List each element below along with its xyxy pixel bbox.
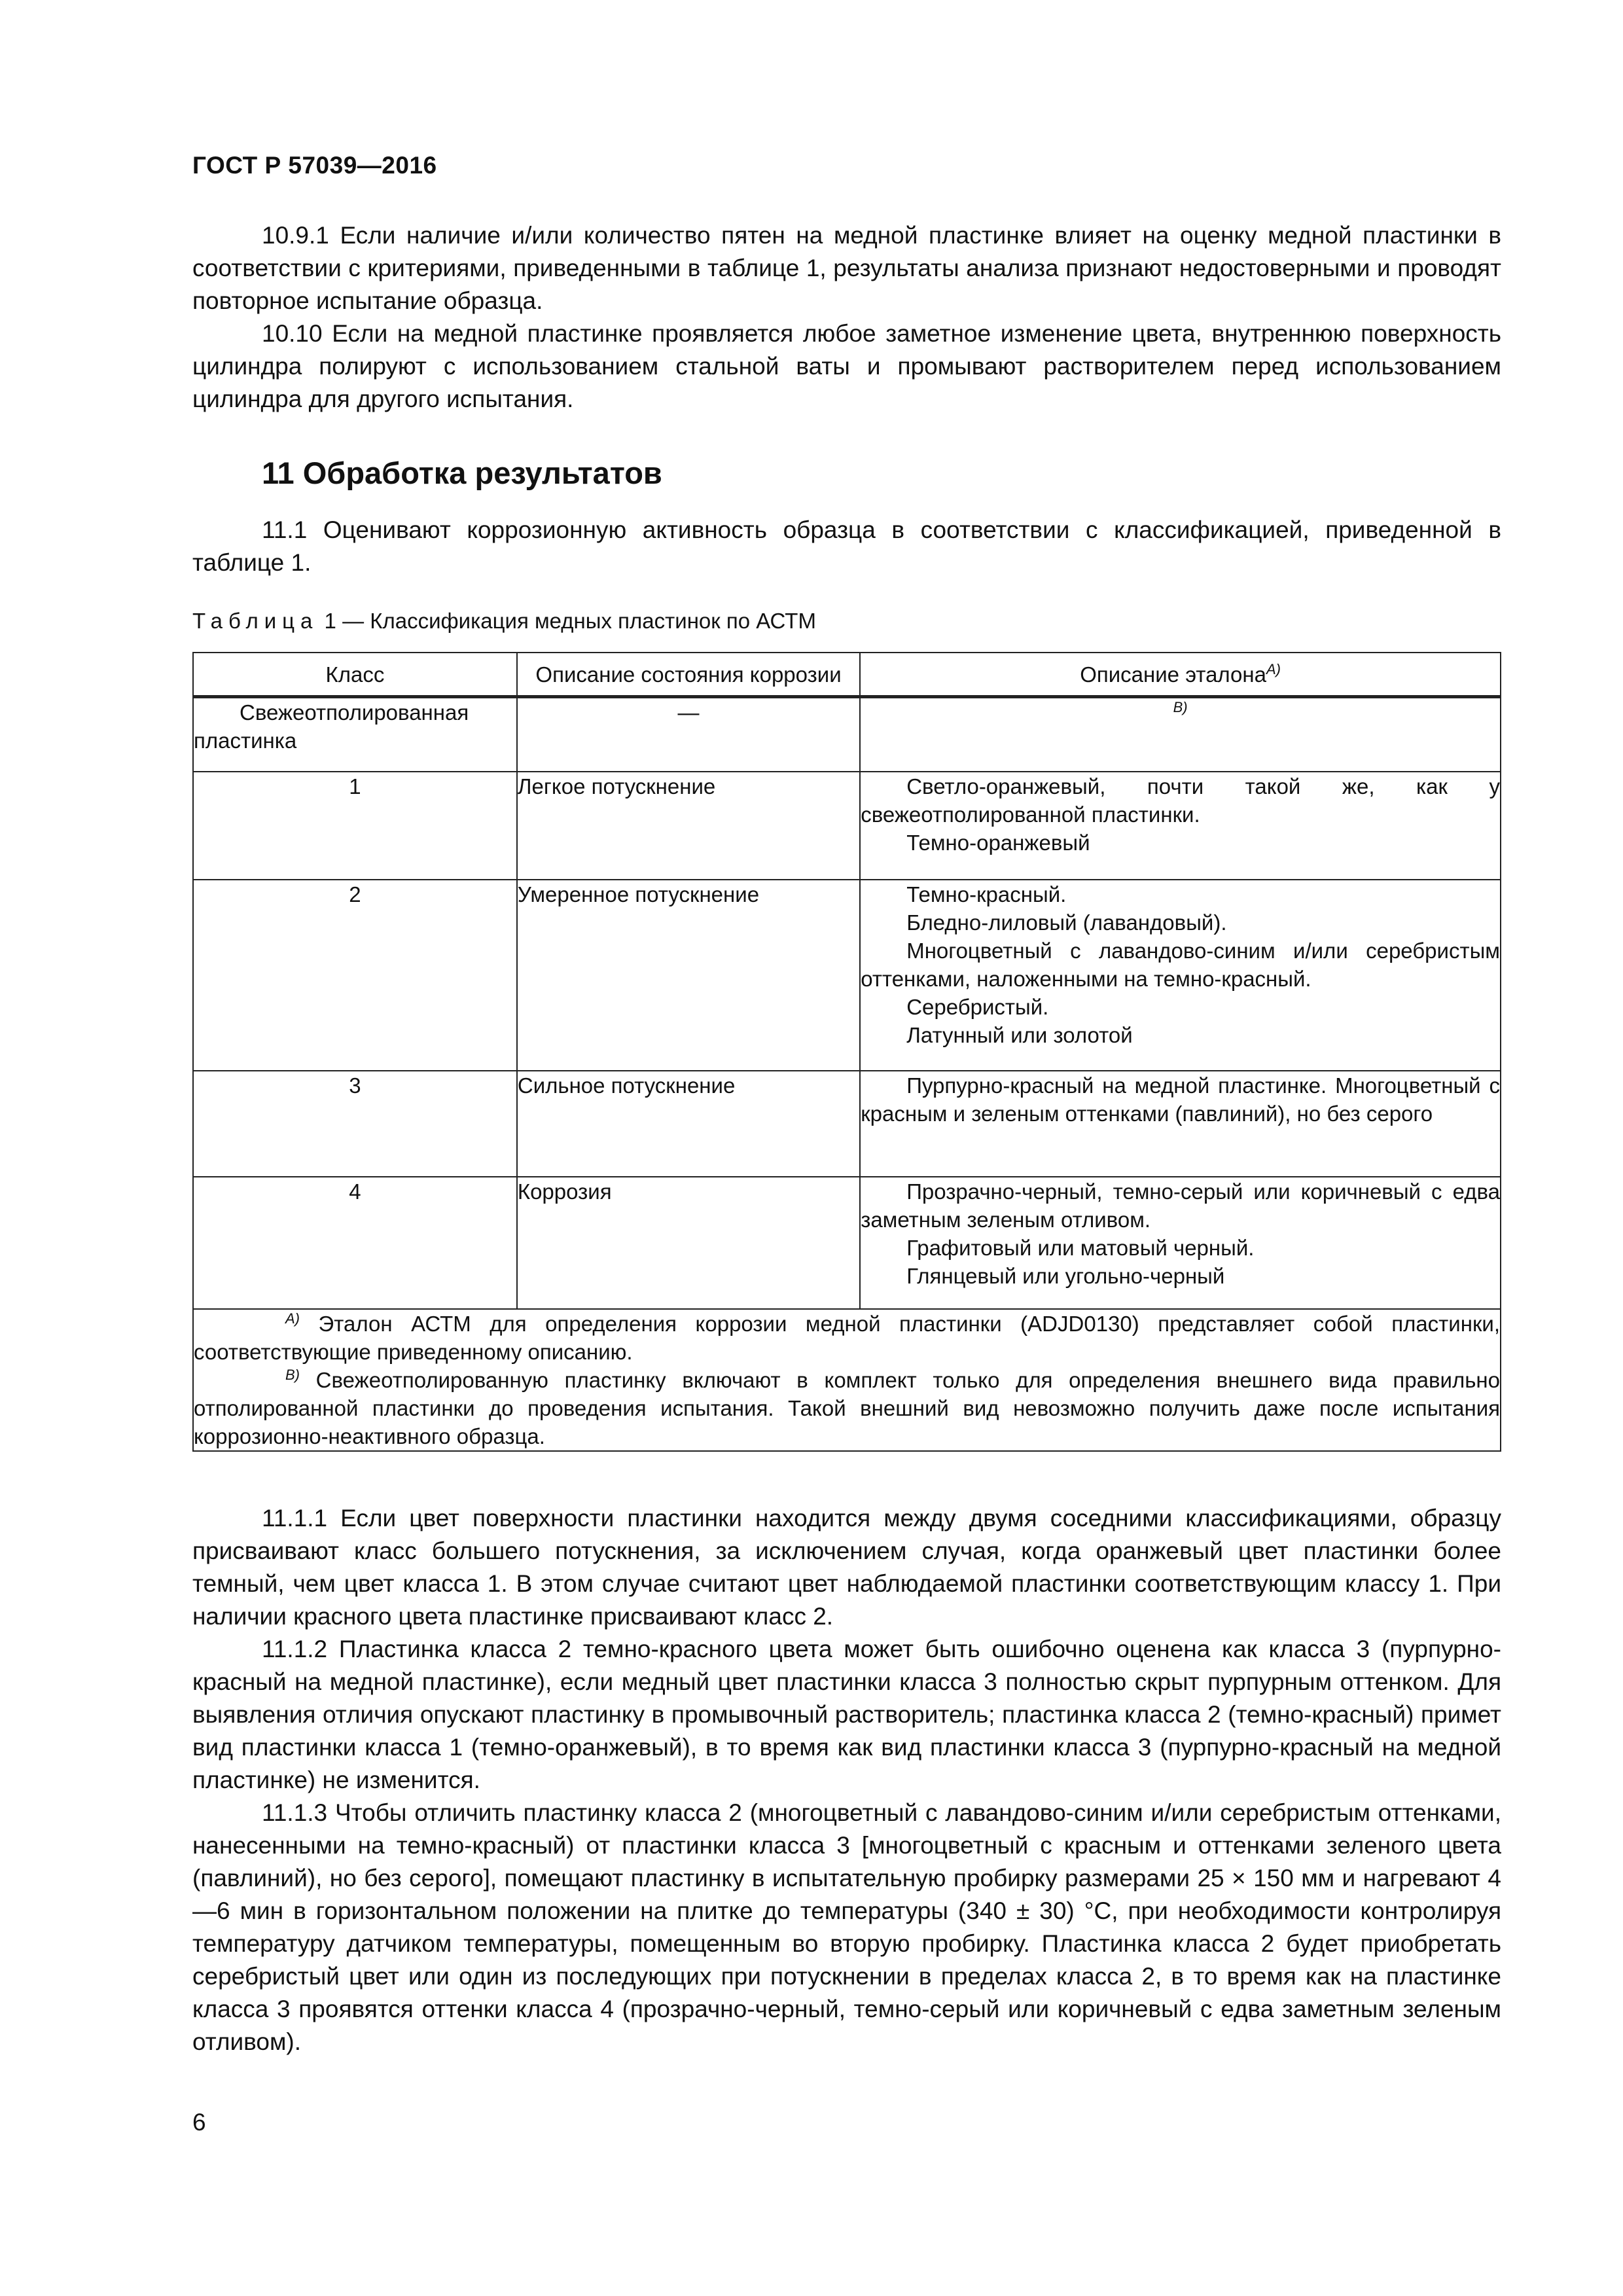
- note-text: Эталон АСТМ для определения коррозии медной пластинки (ADJD0130) представляет собой пластинки, соответствующие приведенному описанию.: [194, 1311, 1500, 1364]
- table-row: [193, 1177, 1501, 1309]
- class-cell: 4: [193, 1177, 517, 1309]
- etalon-line: Прозрачно-черный, темно-серый или коричневый с едва заметным зеленым отливом.: [861, 1179, 1500, 1232]
- class-cell: 3: [193, 1071, 517, 1177]
- table-notes: [193, 1309, 1501, 1451]
- etalon-cell: [860, 1177, 1501, 1309]
- table-header-row: [193, 653, 1501, 697]
- class-cell: 2: [193, 880, 517, 1071]
- page-number: 6: [192, 2109, 206, 2136]
- table-caption-word: Таблица: [192, 609, 319, 633]
- top-paragraphs: [192, 219, 1501, 416]
- corrosion-cell: Коррозия: [517, 1177, 860, 1309]
- table-notes-row: [193, 1309, 1501, 1451]
- paragraph: 11.1.3 Чтобы отличить пластинку класса 2 (многоцветный с лавандово-синим и/или серебристым оттенками, нанесенными на темно-красный) от пластинки класса 3 [многоцветный с красным и оттенками зеленого цвета (павлиний), но без серого], помещают пластинку в испытательную пробирку размерами 25 × 150 мм и нагревают 4—6 мин в горизонтальном положении на плитке до температуры (340 ± 30) °С, при необходимости контролируя температуру датчиком температуры, помещенным во вторую пробирку. Пластинка класса 2 будет приобретать серебристый цвет или один из последующих при потускнении в пределах класса 2, в то время как на пластинке класса 3 проявятся оттенки класса 4 (прозрачно-черный, темно-серый или коричневый с едва заметным зеленым отливом).: [192, 1799, 1501, 2055]
- etalon-cell: [860, 772, 1501, 880]
- etalon-cell: [860, 1071, 1501, 1177]
- table-caption: [192, 609, 816, 634]
- class-cell: 1: [193, 772, 517, 880]
- paragraph: 10.10 Если на медной пластинке проявляется любое заметное изменение цвета, внутреннюю поверхность цилиндра полируют с использованием стальной ваты и промывают растворителем перед использованием цилиндра для другого испытания.: [192, 320, 1501, 412]
- table-row: [193, 772, 1501, 880]
- etalon-line: Серебристый.: [906, 994, 1049, 1019]
- classification-table: [192, 652, 1501, 1452]
- etalon-line: Темно-оранжевый: [906, 830, 1090, 855]
- etalon-line: Бледно-лиловый (лавандовый).: [906, 910, 1227, 935]
- table-caption-text: 1 — Классификация медных пластинок по АСТМ: [318, 609, 816, 633]
- corrosion-cell: Легкое потускнение: [517, 772, 860, 880]
- etalon-line: Многоцветный с лавандово-синим и/или серебристым оттенками, наложенными на темно-красный.: [861, 938, 1500, 991]
- footnote-mark: В): [285, 1366, 300, 1383]
- table-row: [193, 697, 1501, 772]
- bottom-paragraphs: [192, 1502, 1501, 2058]
- section-title: 11 Обработка результатов: [262, 456, 662, 490]
- footnote-mark: А): [1266, 660, 1281, 677]
- table-note: [194, 1310, 1500, 1366]
- paragraph: 10.9.1 Если наличие и/или количество пятен на медной пластинке влияет на оценку медной пластинки в соответствии с критериями, приведенными в таблице 1, результаты анализа признают недостоверными и проводят повторное испытание образца.: [192, 222, 1501, 314]
- paragraph: 11.1 Оценивают коррозионную активность образца в соответствии с классификацией, приведенной в таблице 1.: [192, 516, 1501, 576]
- header-class: Класс: [193, 653, 517, 697]
- note-text: Свежеотполированную пластинку включают в комплект только для определения внешнего вида правильно отполированной пластинки до проведения испытания. Такой внешний вид невозможно получить даже после испытания коррозионно-неактивного образца.: [194, 1367, 1500, 1448]
- etalon-line: Латунный или золотой: [906, 1022, 1133, 1047]
- footnote-mark: А): [285, 1310, 300, 1327]
- corrosion-cell: Умеренное потускнение: [517, 880, 860, 1071]
- header-etalon: [860, 653, 1501, 697]
- etalon-line: Светло-оранжевый, почти такой же, как у свежеотполированной пластинки.: [861, 774, 1500, 827]
- footnote-mark: В): [1173, 699, 1188, 715]
- corrosion-cell: Сильное потускнение: [517, 1071, 860, 1177]
- document-page: [192, 0, 1501, 2296]
- header-corrosion: Описание состояния коррозии: [517, 653, 860, 697]
- etalon-line: Темно-красный.: [906, 882, 1067, 906]
- header-etalon-text: Описание эталона: [1080, 662, 1266, 687]
- table-row: [193, 1071, 1501, 1177]
- paragraph: 11.1.1 Если цвет поверхности пластинки находится между двумя соседними классификациями, образцу присваивают класс большего потускнения, за исключением случая, когда оранжевый цвет пластинки более темный, чем цвет класса 1. В этом случае считают цвет наблюдаемой пластинки соответствующим классу 1. При наличии красного цвета пластинке присваивают класс 2.: [192, 1505, 1501, 1630]
- etalon-cell: [860, 697, 1501, 772]
- table-row: [193, 880, 1501, 1071]
- etalon-line: Глянцевый или угольно-черный: [906, 1263, 1225, 1288]
- class-cell: Свежеотполированная пластинка: [193, 697, 517, 772]
- etalon-line: Графитовый или матовый черный.: [906, 1235, 1255, 1260]
- standard-code-header: ГОСТ Р 57039—2016: [192, 152, 437, 179]
- etalon-line: Пурпурно-красный на медной пластинке. Многоцветный с красным и зеленым оттенками (павлиний), но без серого: [861, 1073, 1500, 1126]
- paragraph: 11.1.2 Пластинка класса 2 темно-красного цвета может быть ошибочно оценена как класса 3 (пурпурно-красный на медной пластинке), если медный цвет пластинки класса 3 полностью скрыт пурпурным оттенком. Для выявления отличия опускают пластинку в промывочный растворитель; пластинка класса 2 (темно-красный) примет вид пластинки класса 1 (темно-оранжевый), в то время как вид пластинки класса 3 (пурпурно-красный на медной пластинке) не изменится.: [192, 1636, 1501, 1793]
- corrosion-cell: —: [517, 697, 860, 772]
- table-note: [194, 1366, 1500, 1450]
- section-paragraphs: [192, 514, 1501, 579]
- etalon-cell: [860, 880, 1501, 1071]
